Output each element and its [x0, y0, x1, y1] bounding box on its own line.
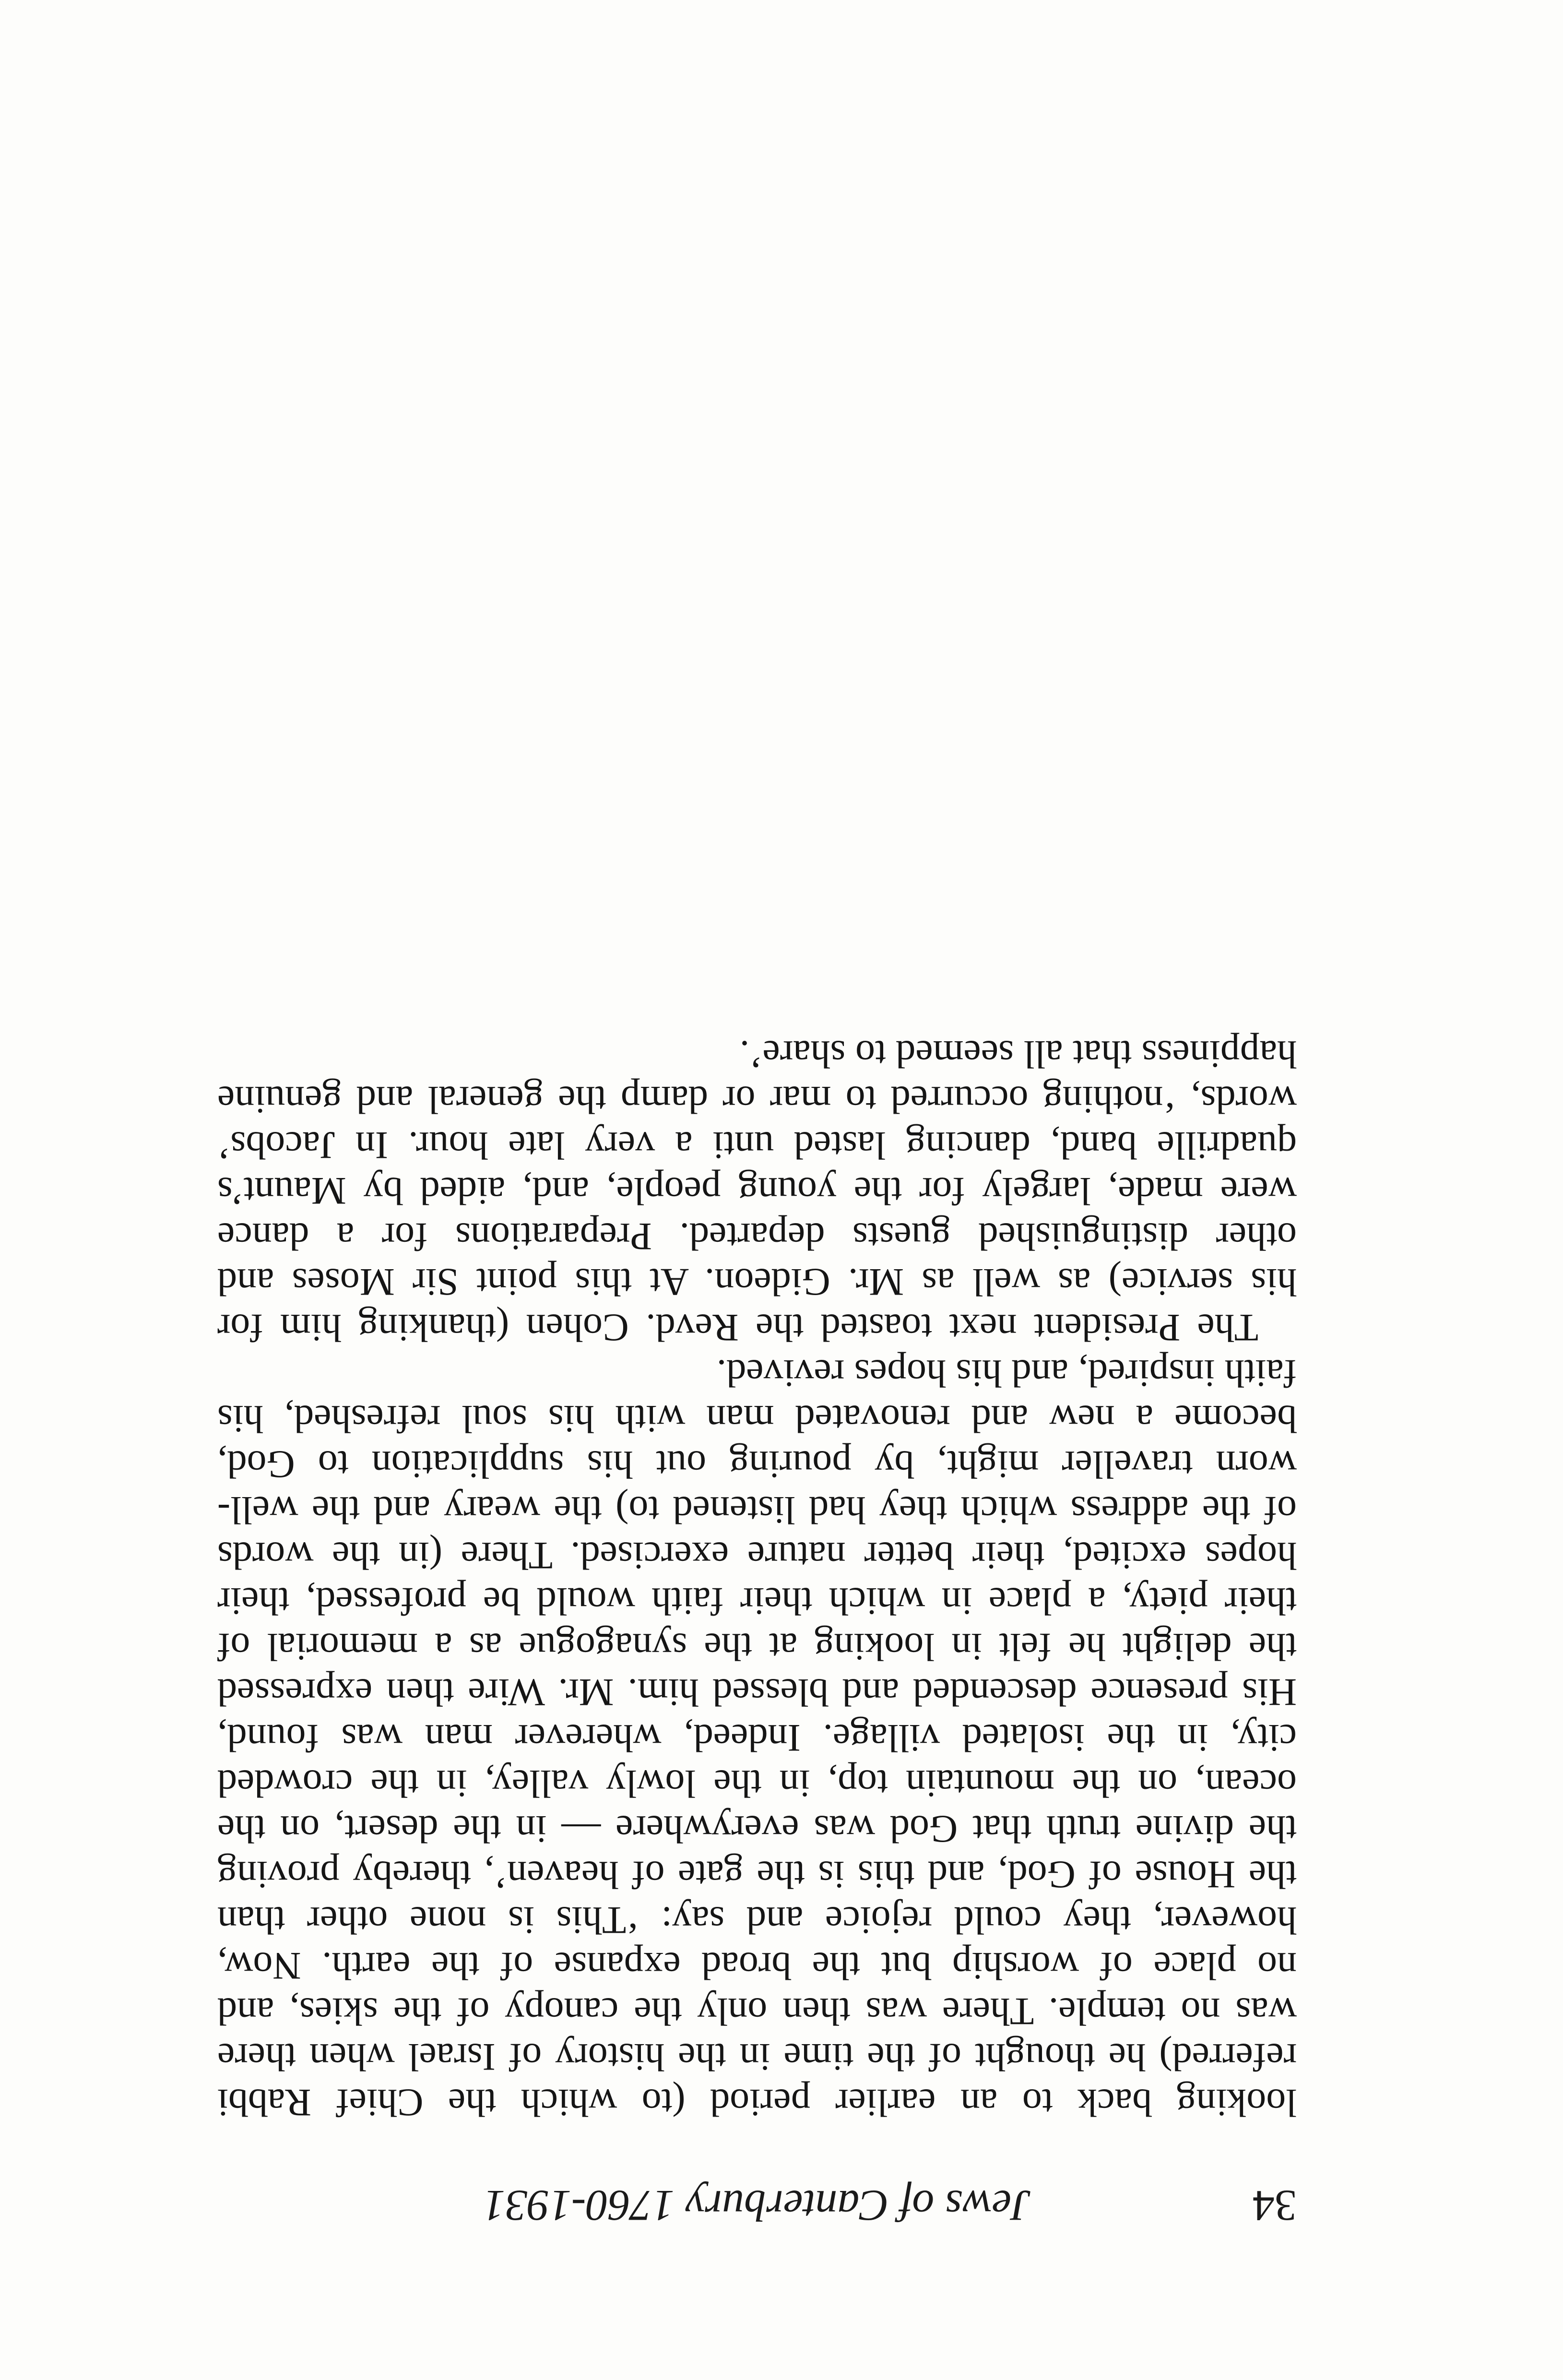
text-line: referred) he thought of the time in the history of Israel when there — [217, 2035, 1297, 2079]
text-line: city, in the isolated village. Indeed, wherever man was found, — [217, 1716, 1297, 1760]
text-line: of the address which they had listened to) the weary and the well- — [217, 1488, 1297, 1532]
text-line: worn traveller might, by pouring out his supplication to God, — [217, 1443, 1297, 1487]
running-head: Jews of Canterbury 1760-1931 — [483, 2181, 1031, 2230]
text-line: His presence descended and blessed him. Mr. Wire then expressed — [217, 1671, 1297, 1714]
page-header — [217, 2179, 1297, 2232]
text-line: his service) as well as Mr. Gideon. At this point Sir Moses and — [217, 1261, 1297, 1304]
page-number: 34 — [1253, 2181, 1297, 2230]
text-line: happiness that all seemed to share’. — [739, 1033, 1297, 1076]
text-line: no place of worship but the broad expanse of the earth. Now, — [217, 1944, 1297, 1988]
text-line: words, ‘nothing occurred to mar or damp the general and genuine — [217, 1078, 1297, 1122]
text-line: The President next toasted the Revd. Cohen (thanking him for — [217, 1306, 1258, 1350]
text-line: other distinguished guests departed. Preparations for a dance — [217, 1215, 1297, 1259]
text-line: however, they could rejoice and say: ‘This is none other than — [217, 1899, 1297, 1942]
text-line: looking back to an earlier period (to which the Chief Rabbi — [217, 2081, 1297, 2125]
text-line: the divine truth that God was everywhere — in the desert, on the — [217, 1808, 1297, 1851]
text-line: faith inspired, and his hopes revived. — [716, 1352, 1297, 1395]
text-line: hopes excited, their better nature exercised. There (in the words — [217, 1534, 1297, 1578]
text-line: become a new and renovated man with his soul refreshed, his — [217, 1397, 1297, 1441]
text-line: the House of God, and this is the gate of heaven’, thereby proving — [217, 1853, 1297, 1897]
text-line: were made, largely for the young people, and, aided by Maunt’s — [217, 1169, 1297, 1213]
body-text — [217, 1032, 1297, 2126]
text-line: was no temple. There was then only the canopy of the skies, and — [217, 1990, 1297, 2034]
text-line: the delight he felt in looking at the synagogue as a memorial of — [217, 1625, 1297, 1669]
text-line: quadrille band, dancing lasted unti a very late hour. In Jacobs’ — [217, 1124, 1297, 1167]
text-line: their piety, a place in which their faith would be professed, their — [217, 1580, 1297, 1623]
text-line: ocean, on the mountain top, in the lowly valley, in the crowded — [217, 1762, 1297, 1806]
